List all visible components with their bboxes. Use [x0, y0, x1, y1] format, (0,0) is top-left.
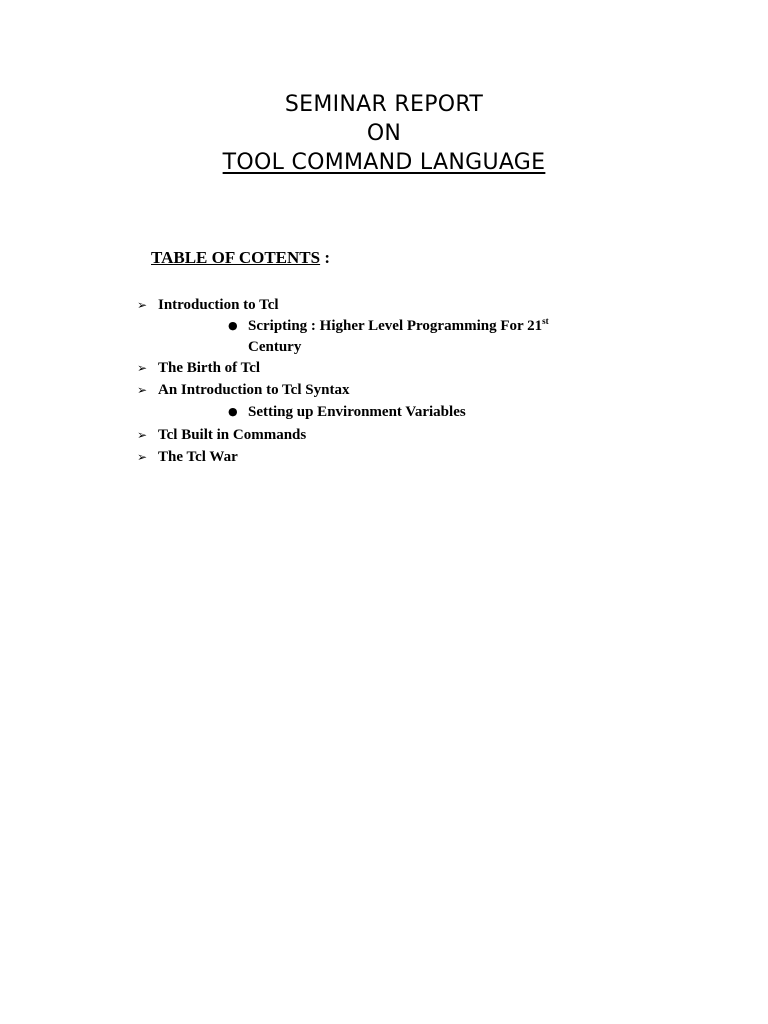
arrow-bullet-icon: ➢ — [137, 383, 148, 397]
report-title — [0, 90, 768, 177]
toc-heading — [151, 248, 330, 268]
toc-item-label: Scripting : Higher Level Programming For 21st — [248, 316, 549, 334]
arrow-bullet-icon: ➢ — [137, 361, 148, 375]
round-bullet-icon: ● — [228, 405, 238, 418]
title-line-2: ON — [366, 121, 402, 146]
superscript-st: st — [542, 316, 549, 326]
toc-item-label: An Introduction to Tcl Syntax — [158, 382, 350, 398]
toc-item-label-continued: Century — [248, 339, 302, 355]
round-bullet-icon: ● — [228, 319, 238, 332]
arrow-bullet-icon: ➢ — [137, 298, 148, 312]
toc-item-label: The Birth of Tcl — [158, 360, 261, 376]
title-line-1: SEMINAR REPORT — [284, 92, 484, 117]
arrow-bullet-icon: ➢ — [137, 428, 148, 442]
toc-item-label: Setting up Environment Variables — [248, 404, 466, 420]
title-line-3: TOOL COMMAND LANGUAGE — [222, 150, 546, 175]
arrow-bullet-icon: ➢ — [137, 450, 148, 464]
toc-heading-label: TABLE OF COTENTS — [151, 248, 321, 267]
toc-heading-colon: : — [320, 248, 331, 267]
toc-item-label: Tcl Built in Commands — [158, 427, 307, 443]
toc-item-label: Introduction to Tcl — [158, 297, 279, 313]
toc-item-label: The Tcl War — [158, 449, 238, 465]
